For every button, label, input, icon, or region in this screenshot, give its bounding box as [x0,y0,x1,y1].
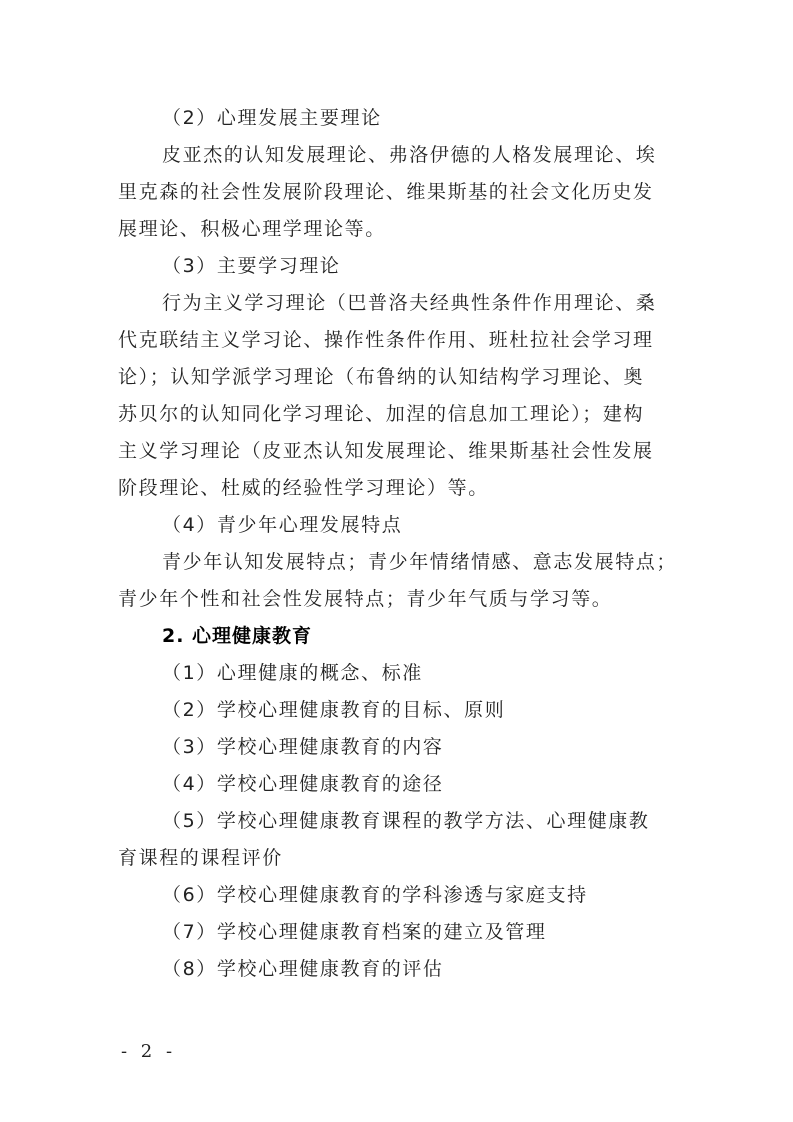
paragraph-line: 青少年个性和社会性发展特点；青少年气质与学习等。 [118,588,613,610]
list-item: （6）学校心理健康教育的学科渗透与家庭支持 [162,884,588,906]
paragraph-psych-development-theories [118,137,678,248]
list-item: （4）学校心理健康教育的途径 [162,773,444,795]
paragraph-adolescent-characteristics [118,544,678,618]
list-item-multiline [118,803,678,877]
list-item: （8）学校心理健康教育的评估 [162,958,444,980]
paragraph-line: 青少年认知发展特点；青少年情绪情感、意志发展特点； [162,551,678,573]
paragraph-line: 皮亚杰的认知发展理论、弗洛伊德的人格发展理论、埃 [162,144,657,166]
paragraph-line: 里克森的社会性发展阶段理论、维果斯基的社会文化历史发 [118,181,654,203]
list-item: （3）学校心理健康教育的内容 [162,736,444,758]
section-heading-mental-health-education: 2. 心理健康教育 [162,625,313,647]
paragraph-line: 育课程的课程评价 [118,847,283,869]
paragraph-line: 阶段理论、杜威的经验性学习理论）等。 [118,477,489,499]
paragraph-line: 行为主义学习理论（巴普洛夫经典性条件作用理论、桑 [162,292,657,314]
paragraph-line: 苏贝尔的认知同化学习理论、加涅的信息加工理论）；建构 [118,403,645,425]
document-body [118,100,678,988]
page-number: - 2 - [121,1041,177,1062]
list-item: （7）学校心理健康教育档案的建立及管理 [162,921,547,943]
paragraph-learning-theories [118,285,678,507]
paragraph-line: 主义学习理论（皮亚杰认知发展理论、维果斯基社会性发展 [118,440,654,462]
paragraph-line: 论）；认知学派学习理论（布鲁纳的认知结构学习理论、奥 [118,366,645,388]
subheading-adolescent-characteristics: （4）青少年心理发展特点 [162,514,403,536]
paragraph-line: 展理论、积极心理学理论等。 [118,218,386,240]
list-item: （1）心理健康的概念、标准 [162,662,423,684]
subheading-psych-development-theories: （2）心理发展主要理论 [162,107,382,129]
paragraph-line: （5）学校心理健康教育课程的教学方法、心理健康教 [162,810,650,832]
paragraph-line: 代克联结主义学习论、操作性条件作用、班杜拉社会学习理 [118,329,654,351]
subheading-learning-theories: （3）主要学习理论 [162,255,341,277]
list-item: （2）学校心理健康教育的目标、原则 [162,699,506,721]
